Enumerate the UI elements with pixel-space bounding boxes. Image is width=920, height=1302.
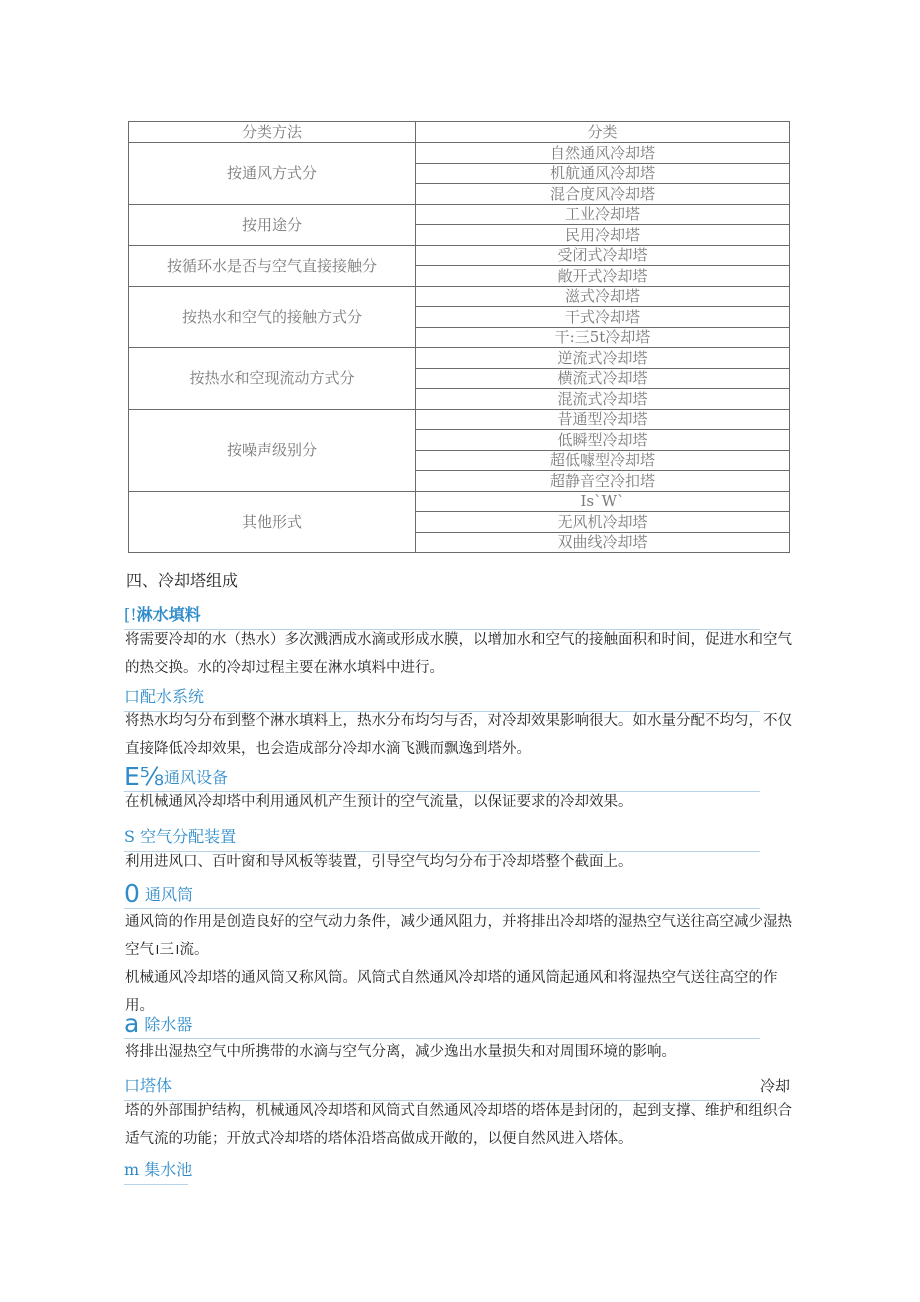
table-header-row: [129, 122, 790, 143]
component-description: 塔的外部围护结构，机械通风冷却塔和风筒式自然通风冷却塔的塔体是封闭的，起到支撑、维护和组织合适气流的功能；开放式冷却塔的塔体沿塔高做成开敞的，以便自然风进入塔体。: [125, 1103, 792, 1147]
table-row: [129, 143, 790, 164]
heading-title: 除水器: [144, 1015, 193, 1034]
category-cell: 滋式冷却塔: [416, 286, 790, 307]
header-method: 分类方法: [129, 122, 416, 143]
heading-tail-text: 冷却: [759, 1077, 790, 1095]
component-heading-air-duct: [124, 879, 760, 909]
heading-title: 空气分配装置: [140, 827, 237, 846]
heading-prefix: 口: [124, 1076, 141, 1095]
category-cell: 民用冷却塔: [416, 225, 790, 246]
method-cell: 按噪声级别分: [129, 409, 416, 491]
method-cell: 按热水和空现流动方式分: [129, 348, 416, 410]
category-cell: 自然通风冷却塔: [416, 143, 790, 164]
header-category: 分类: [416, 122, 790, 143]
method-cell: 按热水和空气的接触方式分: [129, 286, 416, 348]
category-cell: 逆流式冷却塔: [416, 348, 790, 369]
table-row: [129, 491, 790, 512]
component-description: 在机械通风冷却塔中利用通风机产生预计的空气流量，以保证要求的冷却效果。: [125, 794, 633, 810]
category-cell: 超静音空冷扣塔: [416, 471, 790, 492]
heading-title: 集水池: [144, 1160, 193, 1179]
heading-prefix: E⅝: [124, 762, 165, 791]
category-cell: Is`W`: [416, 491, 790, 512]
table-row: [129, 286, 790, 307]
classification-table: [128, 121, 790, 553]
category-cell: 受闭式冷却塔: [416, 245, 790, 266]
heading-title: 淋水填料: [136, 605, 201, 624]
heading-title: 通风筒: [145, 885, 194, 904]
heading-prefix: 0: [124, 879, 140, 908]
table-row: [129, 204, 790, 225]
heading-prefix: 口: [124, 687, 141, 706]
heading-prefix: S: [124, 827, 135, 846]
category-cell: 横流式冷却塔: [416, 368, 790, 389]
component-heading-drift-eliminator: [124, 1009, 760, 1039]
method-cell: 其他形式: [129, 491, 416, 553]
method-cell: 按通风方式分: [129, 143, 416, 205]
section-title: 四、冷却塔组成: [126, 571, 239, 590]
category-cell: 无风机冷却塔: [416, 512, 790, 533]
category-cell: 昔通型冷却塔: [416, 409, 790, 430]
category-cell: 敞开式冷却塔: [416, 266, 790, 287]
category-cell: 机航通风冷却塔: [416, 163, 790, 184]
heading-prefix: [!: [124, 605, 137, 624]
method-cell: 按循环水是否与空气直接接触分: [129, 245, 416, 286]
heading-title: 通风设备: [164, 768, 229, 787]
component-description: 将需要冷却的水（热水）多次溅洒成水滴或形成水膜，以增加水和空气的接触面积和时间，促进水和空气的热交换。水的冷却过程主要在淋水填料中进行。: [125, 632, 792, 676]
table-row: [129, 348, 790, 369]
category-cell: 低瞬型冷却塔: [416, 430, 790, 451]
component-description: 利用进风口、百叶窗和导风板等装置，引导空气均匀分布于冷却塔整个截面上。: [125, 854, 633, 870]
method-cell: 按用途分: [129, 204, 416, 245]
heading-prefix: m: [124, 1160, 140, 1179]
component-description: 机械通风冷却塔的通风筒又称风筒。风筒式自然通风冷却塔的通风筒起通风和将湿热空气送往高空的作用。: [125, 970, 778, 1014]
component-description: 将热水均匀分布到整个淋水填料上，热水分布均匀与否，对冷却效果影响很大。如水量分配不均匀，不仅直接降低冷却效果，也会造成部分冷却水滴飞溅而飘逸到塔外。: [125, 713, 792, 757]
category-cell: 双曲线冷却塔: [416, 532, 790, 553]
component-heading-collection-basin: [124, 1158, 193, 1185]
heading-prefix: a: [124, 1009, 140, 1038]
category-cell: 干式冷却塔: [416, 307, 790, 328]
category-cell: 混合度风冷却塔: [416, 184, 790, 205]
category-cell: 干:三5t冷却塔: [416, 327, 790, 348]
category-cell: 超低噱型冷却塔: [416, 450, 790, 471]
table-row: [129, 409, 790, 430]
category-cell: 混流式冷却塔: [416, 389, 790, 410]
table-row: [129, 245, 790, 266]
component-description: 通风筒的作用是创造良好的空气动力条件，减少通风阻力，并将排出冷却塔的湿热空气送往高空减少湿热空气।三।流。: [125, 914, 792, 958]
heading-title: 塔体: [140, 1076, 173, 1095]
heading-title: 配水系统: [140, 687, 205, 706]
component-description: 将排出湿热空气中所携带的水滴与空气分离，减少逸出水量损失和对周围环境的影响。: [125, 1044, 676, 1060]
category-cell: 工业冷却塔: [416, 204, 790, 225]
